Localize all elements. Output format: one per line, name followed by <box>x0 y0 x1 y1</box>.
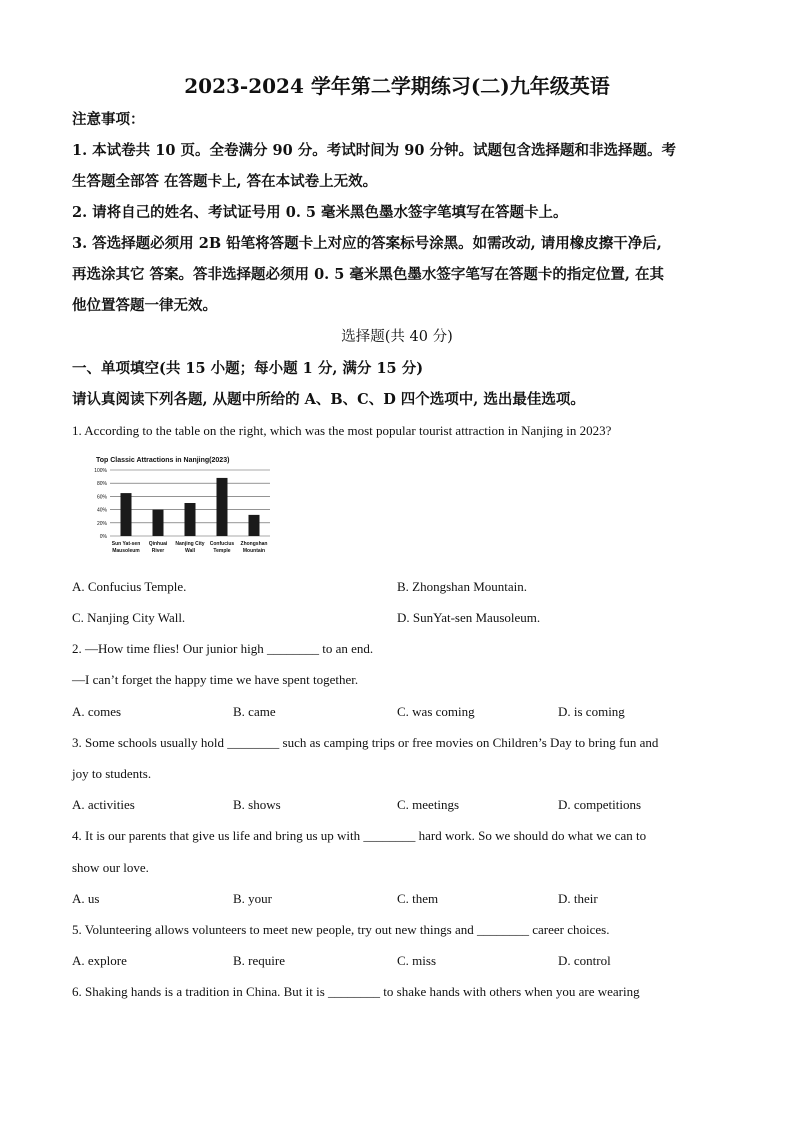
question-2-option-a[interactable]: A. comes <box>72 704 122 719</box>
chart-bar <box>185 503 196 536</box>
chart-bar <box>217 478 228 536</box>
chart-title: Top Classic Attractions in Nanjing(2023) <box>96 457 230 464</box>
chart-y-tick-label: 0% <box>99 534 107 540</box>
question-4-option-b[interactable]: B. your <box>233 891 272 906</box>
question-3-stem: 3. Some schools usually hold ________ such as camping trips or free movies on Children’s Day to bring fun and <box>72 735 659 750</box>
question-3-option-c[interactable]: C. meetings <box>397 797 460 812</box>
chart-y-ticks <box>94 468 107 540</box>
chart-y-tick-label: 60% <box>96 494 107 501</box>
question-2-stem: 2. —How time flies! Our junior high ________ to an end. <box>72 641 374 656</box>
question-4-option-c[interactable]: C. them <box>397 891 439 906</box>
question-3-option-b[interactable]: B. shows <box>233 797 281 812</box>
page-title: 2023-2024 学年第二学期练习(二)九年级英语 <box>184 74 610 98</box>
section-title: 选择题(共 40 分) <box>341 329 453 345</box>
question-3-option-a[interactable]: A. activities <box>72 797 135 812</box>
chart-x-labels <box>112 541 268 554</box>
notice-item-1-line-1: 1. 本试卷共 10 页。全卷满分 90 分。考试时间为 90 分钟。试题包含选择题和非选择题。考 <box>72 142 677 159</box>
chart-x-label: Wall <box>184 548 196 554</box>
chart-x-label: Zhongshan <box>240 541 268 547</box>
chart-y-tick-label: 40% <box>96 507 107 514</box>
question-1-stem: 1. According to the table on the right, which was the most popular tourist attraction in Nanjing in 2023? <box>72 423 612 438</box>
notice-item-3-line-2: 再选涂其它 答案。答非选择题必须用 0. 5 毫米黑色墨水签字笔写在答题卡的指定位置, 在其 <box>72 266 665 283</box>
question-6-stem: 6. Shaking hands is a tradition in China. But it is ________ to shake hands with others when you are wearing <box>72 984 640 999</box>
part1-instruction: 请认真阅读下列各题, 从题中所给的 A、B、C、D 四个选项中, 选出最佳选项。 <box>72 391 585 408</box>
question-2-option-c[interactable]: C. was coming <box>397 704 475 719</box>
chart-y-tick-label: 100% <box>94 468 107 474</box>
notice-item-2: 2. 请将自己的姓名、考试证号用 0. 5 毫米黑色墨水签字笔填写在答题卡上。 <box>72 204 568 221</box>
question-1-option-c[interactable]: C. Nanjing City Wall. <box>72 610 186 625</box>
question-4-stem-2: show our love. <box>72 860 149 875</box>
chart-x-label: River <box>151 548 165 554</box>
question-5-stem: 5. Volunteering allows volunteers to meet new people, try out new things and ________ career choices. <box>72 922 610 937</box>
question-4-option-a[interactable]: A. us <box>72 891 100 906</box>
part1-title: 一、单项填空(共 15 小题；每小题 1 分, 满分 15 分) <box>72 360 424 377</box>
question-2-stem-2: —I can’t forget the happy time we have spent together. <box>72 672 359 687</box>
question-1-option-b[interactable]: B. Zhongshan Mountain. <box>397 579 527 594</box>
notice-item-1-line-2: 生答题全部答 在答题卡上, 答在本试卷上无效。 <box>72 173 378 190</box>
chart-bars <box>121 478 260 536</box>
chart-x-label: Nanjing City <box>175 541 205 547</box>
notice-heading: 注意事项： <box>72 111 145 128</box>
question-5-option-a[interactable]: A. explore <box>72 953 127 968</box>
chart-x-label: Mountain <box>242 548 266 554</box>
notice-item-3-line-1: 3. 答选择题必须用 2B 铅笔将答题卡上对应的答案标号涂黑。如需改动, 请用橡皮擦干净后, <box>72 235 662 252</box>
chart-y-tick-label: 20% <box>96 520 107 527</box>
question-5-option-c[interactable]: C. miss <box>397 953 437 968</box>
chart-x-label: Sun Yat-sen <box>111 541 141 547</box>
chart-bar <box>153 510 164 536</box>
chart-bar <box>249 515 260 536</box>
question-5-option-b[interactable]: B. require <box>233 953 285 968</box>
question-3-option-d[interactable]: D. competitions <box>558 797 642 812</box>
chart-x-label: Mausoleum <box>112 548 140 554</box>
question-5-option-d[interactable]: D. control <box>558 953 611 968</box>
chart-y-tick-label: 80% <box>96 481 107 488</box>
chart-x-label: Qinhuai <box>148 541 168 547</box>
question-4-stem: 4. It is our parents that give us life and bring us up with ________ hard work. So we should do what we can to <box>72 828 647 843</box>
chart-bar <box>121 493 132 536</box>
question-3-stem-2: joy to students. <box>72 766 152 781</box>
notice-item-3-line-3: 他位置答题一律无效。 <box>72 297 217 314</box>
chart-x-label: Temple <box>213 548 231 554</box>
question-1-option-a[interactable]: A. Confucius Temple. <box>72 579 187 594</box>
question-1-option-d[interactable]: D. SunYat-sen Mausoleum. <box>397 610 541 625</box>
question-4-option-d[interactable]: D. their <box>558 891 598 906</box>
attractions-bar-chart <box>88 453 278 563</box>
chart-x-label: Confucius <box>209 541 235 547</box>
question-2-option-d[interactable]: D. is coming <box>558 704 625 719</box>
question-2-option-b[interactable]: B. came <box>233 704 276 719</box>
